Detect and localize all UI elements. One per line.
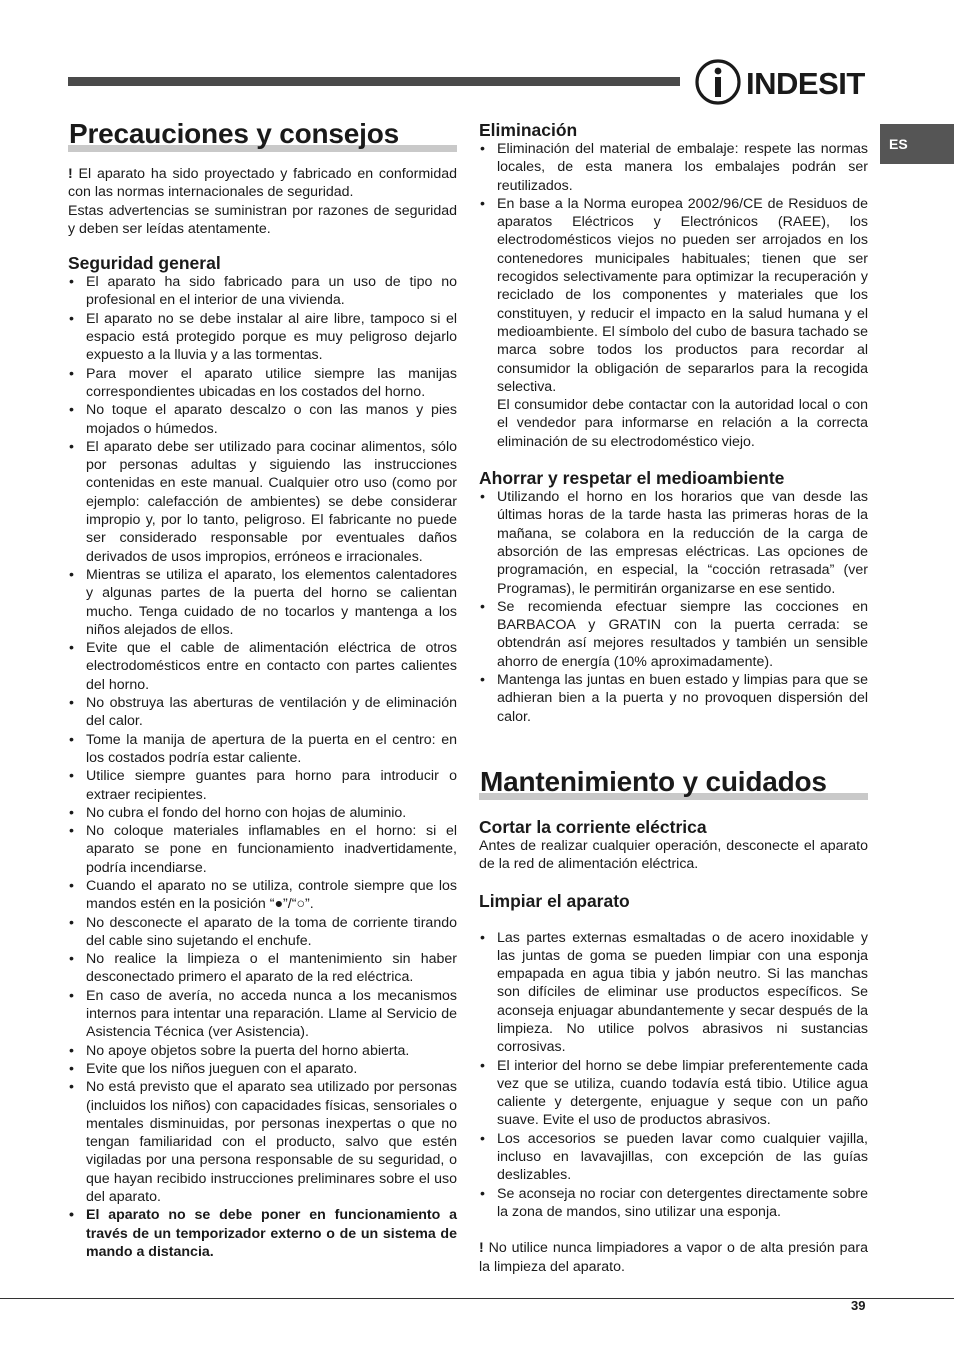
list-item: • El aparato debe ser utilizado para cocinar alimentos, sólo por personas adultas y siguiendo las instrucciones contenidas en este manual. Cualquier otro uso (como por ejemplo: calefacción de ambientes) se debe considerar impropio y, por lo tanto, peligroso. El fabricante no puede ser considerado responsable por eventuales daños derivados de usos impropios, erróneos e irracionales. [68,438,457,566]
header-bar [68,77,680,86]
page-number: 39 [851,1298,866,1313]
list-item: • Se recomienda efectuar siempre las cocciones en BARBACOA y GRATIN con la puerta cerrada: se obtendrán así mejores resultados y también un sensible ahorro de energía (10% aproximadamente). [479,598,868,671]
power-heading: Cortar la corriente eléctrica [479,816,707,837]
list-item: • No cubra el fondo del horno con hojas de aluminio. [68,804,457,822]
intro-paragraph-2: Estas advertencias se suministran por razones de seguridad y deben ser leídas atentamente. [68,202,457,237]
left-column [68,118,457,1261]
title-mantenimiento [479,766,868,800]
warning-text: ! No utilice nunca limpiadores a vapor o de alta presión para la limpieza del aparato. [479,1240,868,1275]
intro-paragraph-1: ! El aparato ha sido proyectado y fabricado en conformidad con las normas internacionales de seguridad. [68,166,457,201]
save-heading: Ahorrar y respetar el medioambiente [479,468,785,489]
maintenance-title: Mantenimiento y cuidados [480,765,827,797]
list-item: • No coloque materiales inflamables en el horno: si el aparato se pone en funcionamiento inadvertidamente, podría incendiarse. [68,822,457,877]
disposal-continuation: El consumidor debe contactar con la autoridad local o con el vendedor para informarse en relación a la correcta eliminación de su electrodoméstico viejo. [497,397,868,450]
list-item: • Para mover el aparato utilice siempre las manijas correspondientes ubicadas en los costados del horno. [68,365,457,402]
list-item: • Utilice siempre guantes para horno para introducir o extraer recipientes. [68,767,457,804]
safety-heading: Seguridad general [68,253,221,274]
save-list [479,488,868,726]
power-text: Antes de realizar cualquier operación, desconecte el aparato de la red de alimentación eléctrica. [479,837,868,873]
list-item: • En base a la Norma europea 2002/96/CE de Residuos de aparatos Eléctricos y Electrónicos (RAEE), los electrodomésticos viejos no pueden ser arrojados en los contenedores municipales habituales; tienen que ser recogidos selectivamente para optimizar la recuperación y reciclado de los componentes y materiales que los constituyen, y reducir el impacto en la salud humana y el medioambiente. El símbolo del cubo de basura tachado se marca sobre todos los productos para recordar al consumidor la obligación de separarlos para la recogida selectiva. El consumidor debe contactar con la autoridad local o con el vendedor para informarse en relación a la correcta eliminación de su electrodoméstico viejo. [479,195,868,451]
footer-rule [0,1298,954,1299]
list-item: • Evite que los niños jueguen con el aparato. [68,1060,457,1078]
language-tab: ES [880,124,954,164]
right-column [479,118,868,1276]
list-item: • Utilizando el horno en los horarios que van desde las últimas horas de la tarde hasta las primeras horas de la mañana, se colabora en la reducción de la carga de absorción de las empresas eléctricas. Las opciones de programación, en especial, la “cocción retrasada” (ver Programas), le permitirán organizarse en ese sentido. [479,488,868,598]
title-precauciones [68,118,457,152]
list-item: • No apoye objetos sobre la puerta del horno abierta. [68,1042,457,1060]
svg-text:INDESIT: INDESIT [746,66,865,101]
list-item: • No toque el aparato descalzo o con las manos y pies mojados o húmedos. [68,401,457,438]
list-item: • Cuando el aparato no se utiliza, controle siempre que los mandos estén en la posición “●”/“○”. [68,877,457,914]
list-item: • Eliminación del material de embalaje: respete las normas locales, de esta manera los embalajes podrán ser reutilizados. [479,140,868,195]
list-item: • No está previsto que el aparato sea utilizado por personas (incluidos los niños) con capacidades físicas, sensoriales o mentales disminuidas, por personas inexpertas o que no tengan familiaridad con el producto, salvo que estén vigiladas por una persona responsable de su seguridad, o que hayan recibido instrucciones preliminares sobre el uso del aparato. [68,1078,457,1206]
list-item: • Las partes externas esmaltadas o de acero inoxidable y las juntas de goma se pueden limpiar con una esponja empapada en agua tibia y jabón neutro. Si las manchas son difíciles de eliminar use productos específicos. Se aconseja enjuagar abundantemente y secar después de la limpieza. No utilice polvos abrasivos ni sustancias corrosivas. [479,929,868,1057]
list-item: • El aparato ha sido fabricado para un uso de tipo no profesional en el interior de una vivienda. [68,273,457,310]
safety-list [68,273,457,1261]
clean-list [479,929,868,1222]
page-title: Precauciones y consejos [69,118,400,149]
list-item: • Mantenga las juntas en buen estado y limpias para que se adhieran bien a la puerta y no provoquen dispersión del calor. [479,671,868,726]
list-item: • No realice la limpieza o el mantenimiento sin haber desconectado primero el aparato de la red eléctrica. [68,950,457,987]
list-item: • Mientras se utiliza el aparato, los elementos calentadores y algunas partes de la puerta del horno se calientan mucho. Tenga cuidado de no tocarlos y mantenga a los niños alejados de ellos. [68,566,457,639]
list-item: • El aparato no se debe instalar al aire libre, tampoco si el espacio está protegido porque es muy peligroso dejarlo expuesto a la lluvia y a las tormentas. [68,310,457,365]
indesit-logo [694,57,870,107]
disposal-list [479,140,868,451]
list-item: • El interior del horno se debe limpiar preferentemente cada vez que se utiliza, cuando todavía está tibio. Utilice agua caliente y detergente, enjuague y seque con un paño suave. Evite el uso de productos abrasivos. [479,1057,868,1130]
list-item: • Evite que el cable de alimentación eléctrica de otros electrodomésticos entre en contacto con partes calientes del horno. [68,639,457,694]
list-item: • Se aconseja no rociar con detergentes directamente sobre la zona de mandos, sino utilizar una esponja. [479,1185,868,1222]
list-item: • No obstruya las aberturas de ventilación y de eliminación del calor. [68,694,457,731]
list-item: • Tome la manija de apertura de la puerta en el centro: en los costados podría estar caliente. [68,731,457,768]
disposal-heading: Eliminación [479,120,578,140]
clean-heading: Limpiar el aparato [479,890,630,911]
list-item-bold: • El aparato no se debe poner en funcionamiento a través de un temporizador externo o de un sistema de mando a distancia. [68,1206,457,1261]
list-item: • No desconecte el aparato de la toma de corriente tirando del cable sino sujetando el enchufe. [68,914,457,951]
list-item: • Los accesorios se pueden lavar como cualquier vajilla, incluso en lavavajillas, con excepción de las guías deslizables. [479,1130,868,1185]
list-item: • En caso de avería, no acceda nunca a los mecanismos internos para intentar una reparación. Llame al Servicio de Asistencia Técnica (ver Asistencia). [68,987,457,1042]
